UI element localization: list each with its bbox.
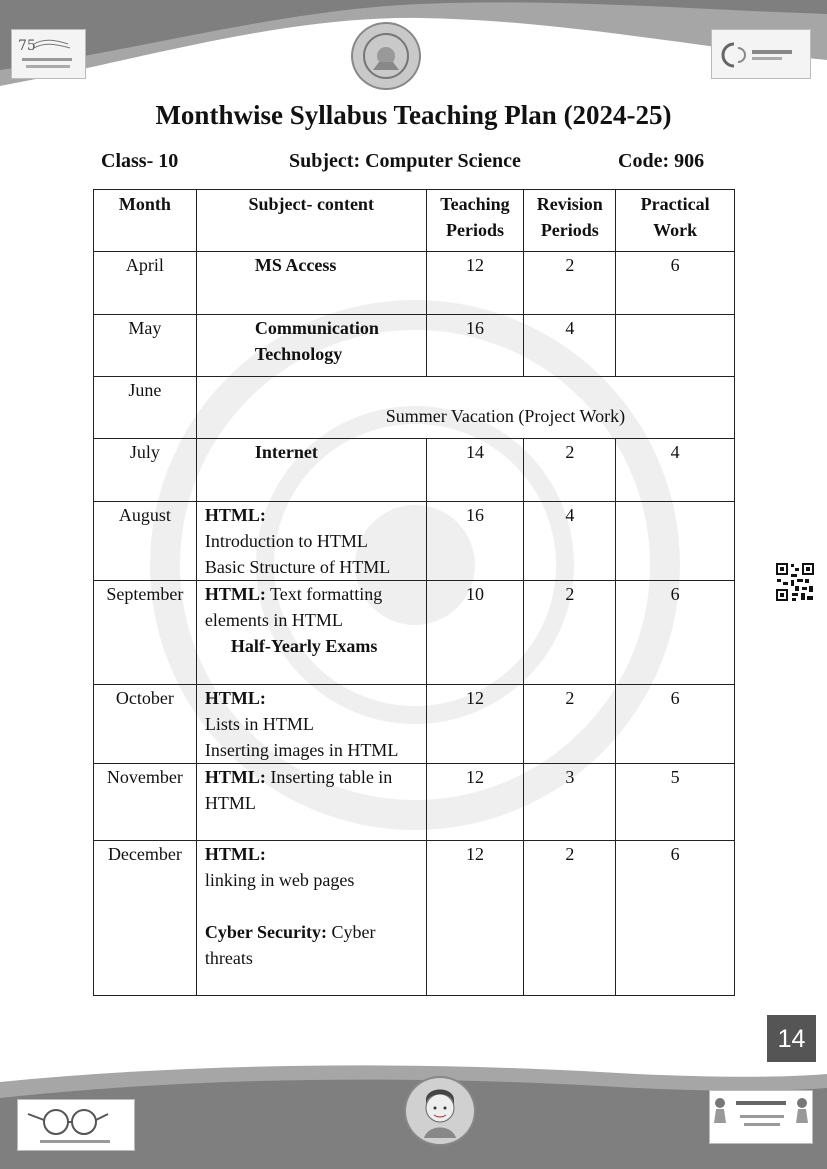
content-cell: MS Access [196,252,426,315]
content-cell: HTML: Text formatting elements in HTML Half-Yearly Exams [196,581,426,685]
practical-cell: 6 [616,841,735,996]
table-row [94,315,735,377]
month-cell: April [94,252,197,315]
teaching-cell: 16 [426,502,524,581]
month-cell: September [94,581,197,685]
table-row [94,581,735,685]
revision-cell: 2 [524,841,616,996]
content-cell: HTML: linking in web pages Cyber Security: Cyber threats [196,841,426,996]
teaching-cell: 12 [426,841,524,996]
header-practical-work: Practical Work [616,190,735,252]
page-title: Monthwise Syllabus Teaching Plan (2024-25) [155,100,672,130]
teaching-cell: 12 [426,252,524,315]
practical-cell: 5 [616,764,735,841]
teaching-cell: 16 [426,315,524,377]
header-subject-content: Subject- content [196,190,426,252]
practical-cell: 6 [616,581,735,685]
table-row [94,377,735,439]
table-header-row [94,190,735,252]
subject-label: Subject: Computer Science [289,150,521,172]
content-cell: Communication Technology [196,315,426,377]
practical-cell: 4 [616,439,735,502]
revision-cell: 2 [524,581,616,685]
revision-cell: 4 [524,502,616,581]
class-label: Class- 10 [101,150,179,172]
table-row [94,764,735,841]
revision-cell: 2 [524,252,616,315]
month-cell: May [94,315,197,377]
practical-cell [616,502,735,581]
shiksha-ka-adhikar-logo [709,1090,813,1144]
table-row [94,252,735,315]
month-cell: December [94,841,197,996]
month-cell: August [94,502,197,581]
month-cell: July [94,439,197,502]
revision-cell: 2 [524,685,616,764]
beti-bachao-logo [404,1076,476,1146]
swachh-bharat-logo [17,1099,135,1151]
table-row [94,439,735,502]
vacation-cell: Summer Vacation (Project Work) [196,377,734,439]
header-teaching-periods: Teaching Periods [426,190,524,252]
digital-india-logo [711,29,811,79]
content-cell: HTML: Introduction to HTML Basic Structure of HTML [196,502,426,581]
header-month: Month [94,190,197,252]
content-cell: HTML: Inserting table in HTML [196,764,426,841]
svg-text:75: 75 [18,38,36,54]
content-cell: Internet [196,439,426,502]
teaching-cell: 14 [426,439,524,502]
practical-cell: 6 [616,252,735,315]
practical-cell: 6 [616,685,735,764]
table-row [94,502,735,581]
teaching-cell: 12 [426,764,524,841]
revision-cell: 2 [524,439,616,502]
revision-cell: 3 [524,764,616,841]
month-cell: June [94,377,197,439]
month-cell: October [94,685,197,764]
practical-cell [616,315,735,377]
header-revision-periods: Revision Periods [524,190,616,252]
teaching-cell: 12 [426,685,524,764]
month-cell: November [94,764,197,841]
syllabus-table [93,189,735,996]
page-number: 14 [767,1015,816,1062]
board-emblem-logo [351,22,421,90]
table-row [94,841,735,996]
content-cell: HTML: Lists in HTML Inserting images in HTML [196,685,426,764]
qr-code-icon [775,562,815,602]
revision-cell: 4 [524,315,616,377]
code-label: Code: 906 [618,150,705,172]
table-row [94,685,735,764]
teaching-cell: 10 [426,581,524,685]
azadi-ka-amrit-mahotsav-logo [11,29,86,79]
